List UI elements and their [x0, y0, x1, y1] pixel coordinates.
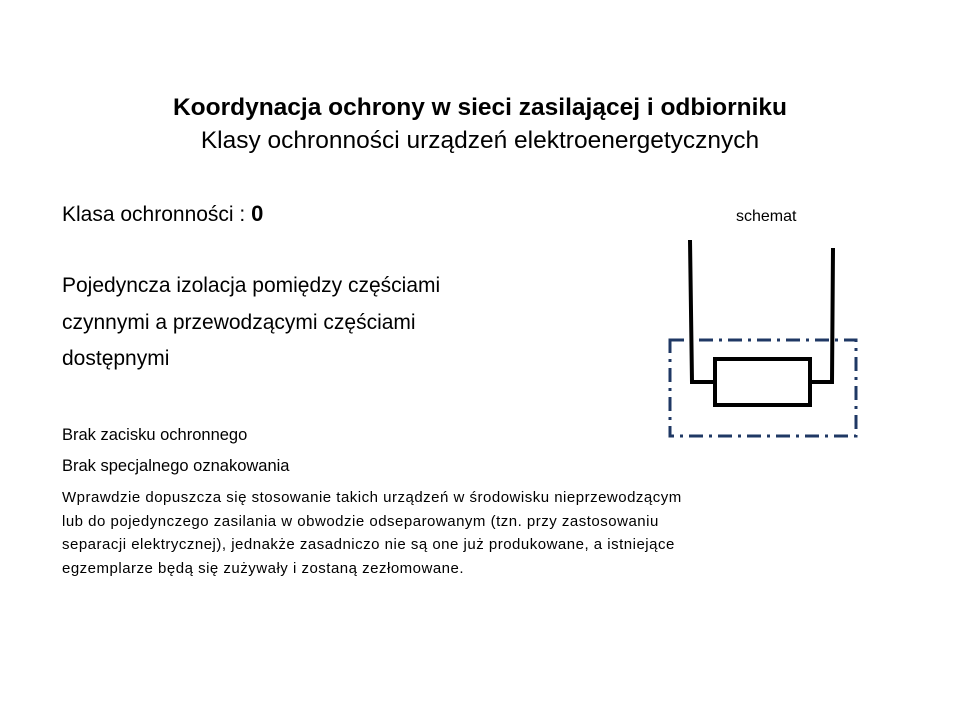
notes-list	[62, 420, 289, 482]
protection-class-line	[62, 196, 263, 233]
description-line: czynnymi a przewodzącymi częściami	[62, 310, 416, 334]
description-line: dostępnymi	[62, 347, 170, 370]
right-wire	[810, 248, 833, 382]
slide-title	[0, 92, 960, 158]
left-wire	[690, 240, 715, 382]
insulation-description	[62, 268, 440, 378]
slide-title-main: Koordynacja ochrony w sieci zasilającej i odbiorniku	[172, 94, 788, 121]
note-item: Brak zacisku ochronnego	[62, 426, 248, 444]
note-item: Brak specjalnego oznakowania	[62, 457, 290, 475]
protection-class-value: 0	[251, 201, 264, 226]
schema-label: schemat	[736, 208, 797, 225]
paragraph-line: Wprawdzie dopuszcza się stosowanie takich urządzeń w środowisku nieprzewodzącym	[62, 489, 682, 506]
class-0-schematic	[660, 232, 870, 442]
slide-title-sub: Klasy ochronności urządzeń elektroenergetycznych	[200, 127, 760, 154]
paragraph-line: separacji elektrycznej), jednakże zasadniczo nie są one już produkowane, a istniejące	[62, 536, 675, 553]
description-line: Pojedyncza izolacja pomiędzy częściami	[62, 274, 441, 297]
protection-class-label: Klasa ochronności :	[62, 203, 252, 226]
load-resistor-box	[715, 359, 810, 405]
explanation-paragraph	[62, 486, 922, 580]
paragraph-line: lub do pojedynczego zasilania w obwodzie odseparowanym (tzn. przy zastosowaniu	[62, 512, 659, 530]
paragraph-line: egzemplarze będą się zużywały i zostaną zezłomowane.	[62, 559, 465, 577]
